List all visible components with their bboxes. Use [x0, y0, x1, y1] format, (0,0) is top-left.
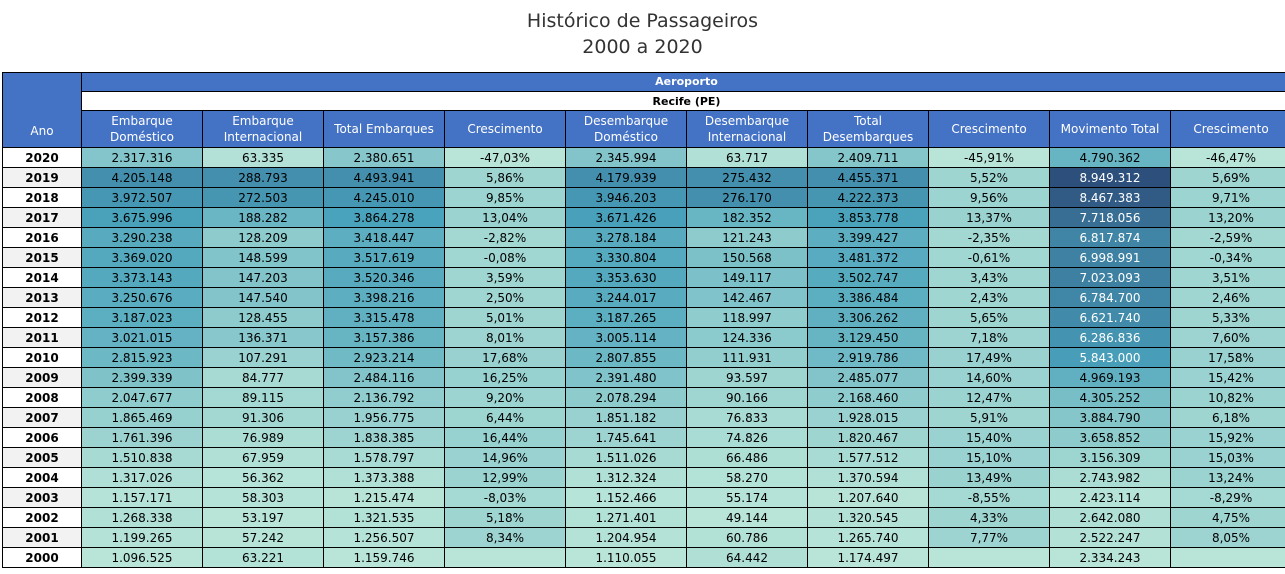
cell-crescimento-desembarques: 17,49% [929, 348, 1050, 368]
cell-crescimento-total: 13,24% [1171, 468, 1285, 488]
cell-desembarque-internacional: 149.117 [687, 268, 808, 288]
cell-crescimento-total: 3,51% [1171, 268, 1285, 288]
cell-movimento-total: 2.642.080 [1050, 508, 1171, 528]
report-title [0, 8, 1285, 60]
cell-desembarque-internacional: 74.826 [687, 428, 808, 448]
cell-embarque-domestico: 1.761.396 [82, 428, 203, 448]
row-year-cell: 2007 [3, 408, 82, 428]
cell-total-embarques: 3.398.216 [324, 288, 445, 308]
cell-embarque-internacional: 84.777 [203, 368, 324, 388]
cell-crescimento-embarques: 8,34% [445, 528, 566, 548]
row-year-cell: 2016 [3, 228, 82, 248]
row-year-cell: 2018 [3, 188, 82, 208]
row-year-cell: 2017 [3, 208, 82, 228]
cell-total-embarques: 3.517.619 [324, 248, 445, 268]
cell-desembarque-domestico: 3.353.630 [566, 268, 687, 288]
cell-desembarque-internacional: 90.166 [687, 388, 808, 408]
cell-desembarque-internacional: 55.174 [687, 488, 808, 508]
cell-embarque-domestico: 2.815.923 [82, 348, 203, 368]
cell-movimento-total: 6.286.836 [1050, 328, 1171, 348]
cell-total-embarques: 2.380.651 [324, 148, 445, 168]
cell-desembarque-internacional: 150.568 [687, 248, 808, 268]
cell-desembarque-domestico: 1.511.026 [566, 448, 687, 468]
cell-total-desembarques: 1.207.640 [808, 488, 929, 508]
cell-crescimento-embarques: 3,59% [445, 268, 566, 288]
cell-embarque-domestico: 1.268.338 [82, 508, 203, 528]
cell-desembarque-internacional: 66.486 [687, 448, 808, 468]
cell-desembarque-internacional: 76.833 [687, 408, 808, 428]
cell-crescimento-desembarques: 3,43% [929, 268, 1050, 288]
cell-desembarque-internacional: 124.336 [687, 328, 808, 348]
cell-crescimento-embarques: -2,82% [445, 228, 566, 248]
cell-crescimento-desembarques: 5,65% [929, 308, 1050, 328]
cell-embarque-internacional: 188.282 [203, 208, 324, 228]
cell-desembarque-internacional: 93.597 [687, 368, 808, 388]
cell-desembarque-domestico: 1.152.466 [566, 488, 687, 508]
cell-embarque-domestico: 1.199.265 [82, 528, 203, 548]
cell-total-embarques: 2.923.214 [324, 348, 445, 368]
cell-desembarque-domestico: 1.204.954 [566, 528, 687, 548]
cell-crescimento-total [1171, 548, 1285, 568]
cell-crescimento-embarques [445, 548, 566, 568]
cell-desembarque-internacional: 142.467 [687, 288, 808, 308]
cell-total-embarques: 1.956.775 [324, 408, 445, 428]
cell-movimento-total: 8.467.383 [1050, 188, 1171, 208]
cell-crescimento-desembarques: 7,77% [929, 528, 1050, 548]
passenger-history-table [2, 72, 1285, 568]
cell-crescimento-embarques: 5,86% [445, 168, 566, 188]
cell-total-desembarques: 4.455.371 [808, 168, 929, 188]
cell-total-embarques: 1.321.535 [324, 508, 445, 528]
cell-crescimento-total: -2,59% [1171, 228, 1285, 248]
cell-embarque-internacional: 147.203 [203, 268, 324, 288]
cell-embarque-domestico: 1.510.838 [82, 448, 203, 468]
cell-movimento-total: 6.784.700 [1050, 288, 1171, 308]
cell-desembarque-internacional: 118.997 [687, 308, 808, 328]
cell-crescimento-desembarques: -8,55% [929, 488, 1050, 508]
cell-crescimento-desembarques: 15,40% [929, 428, 1050, 448]
cell-embarque-internacional: 288.793 [203, 168, 324, 188]
cell-movimento-total: 6.998.991 [1050, 248, 1171, 268]
cell-total-desembarques: 2.409.711 [808, 148, 929, 168]
cell-embarque-internacional: 107.291 [203, 348, 324, 368]
cell-crescimento-total: 4,75% [1171, 508, 1285, 528]
cell-desembarque-domestico: 1.745.641 [566, 428, 687, 448]
cell-crescimento-embarques: 8,01% [445, 328, 566, 348]
cell-crescimento-desembarques: 14,60% [929, 368, 1050, 388]
cell-embarque-domestico: 1.157.171 [82, 488, 203, 508]
cell-desembarque-domestico: 2.078.294 [566, 388, 687, 408]
cell-total-embarques: 1.373.388 [324, 468, 445, 488]
header-group-aeroporto: Aeroporto [82, 73, 1285, 92]
column-header-total-embarques: Total Embarques [324, 111, 445, 148]
row-year-cell: 2014 [3, 268, 82, 288]
cell-desembarque-domestico: 2.807.855 [566, 348, 687, 368]
cell-crescimento-embarques: 5,18% [445, 508, 566, 528]
cell-total-desembarques: 3.129.450 [808, 328, 929, 348]
cell-movimento-total: 3.156.309 [1050, 448, 1171, 468]
cell-total-embarques: 2.484.116 [324, 368, 445, 388]
cell-total-desembarques: 2.919.786 [808, 348, 929, 368]
title-line-2: 2000 a 2020 [582, 36, 703, 58]
cell-embarque-internacional: 272.503 [203, 188, 324, 208]
cell-total-desembarques: 3.386.484 [808, 288, 929, 308]
column-header-desembarque-internacional: Desembarque Internacional [687, 111, 808, 148]
header-ano: Ano [3, 73, 82, 148]
row-year-cell: 2005 [3, 448, 82, 468]
cell-desembarque-domestico: 2.391.480 [566, 368, 687, 388]
cell-crescimento-total: -46,47% [1171, 148, 1285, 168]
cell-embarque-internacional: 128.455 [203, 308, 324, 328]
cell-embarque-domestico: 3.675.996 [82, 208, 203, 228]
title-line-1: Histórico de Passageiros [526, 10, 759, 32]
cell-embarque-internacional: 128.209 [203, 228, 324, 248]
cell-movimento-total: 6.621.740 [1050, 308, 1171, 328]
cell-desembarque-domestico: 4.179.939 [566, 168, 687, 188]
cell-desembarque-domestico: 3.330.804 [566, 248, 687, 268]
row-year-cell: 2008 [3, 388, 82, 408]
cell-total-embarques: 4.245.010 [324, 188, 445, 208]
cell-movimento-total: 7.023.093 [1050, 268, 1171, 288]
cell-crescimento-total: 15,42% [1171, 368, 1285, 388]
cell-total-desembarques: 1.265.740 [808, 528, 929, 548]
cell-crescimento-desembarques: -2,35% [929, 228, 1050, 248]
cell-crescimento-embarques: 6,44% [445, 408, 566, 428]
cell-total-embarques: 3.864.278 [324, 208, 445, 228]
row-year-cell: 2019 [3, 168, 82, 188]
cell-crescimento-total: 9,71% [1171, 188, 1285, 208]
cell-embarque-domestico: 2.047.677 [82, 388, 203, 408]
cell-embarque-internacional: 147.540 [203, 288, 324, 308]
cell-desembarque-internacional: 276.170 [687, 188, 808, 208]
cell-crescimento-embarques: 17,68% [445, 348, 566, 368]
cell-total-embarques: 1.838.385 [324, 428, 445, 448]
cell-desembarque-domestico: 1.312.324 [566, 468, 687, 488]
cell-crescimento-total: 8,05% [1171, 528, 1285, 548]
cell-crescimento-embarques: -8,03% [445, 488, 566, 508]
cell-crescimento-embarques: 5,01% [445, 308, 566, 328]
cell-total-embarques: 3.157.386 [324, 328, 445, 348]
cell-crescimento-total: -8,29% [1171, 488, 1285, 508]
cell-movimento-total: 6.817.874 [1050, 228, 1171, 248]
row-year-cell: 2012 [3, 308, 82, 328]
cell-total-embarques: 1.256.507 [324, 528, 445, 548]
cell-total-desembarques: 3.502.747 [808, 268, 929, 288]
cell-total-embarques: 1.215.474 [324, 488, 445, 508]
cell-embarque-domestico: 3.972.507 [82, 188, 203, 208]
cell-desembarque-internacional: 111.931 [687, 348, 808, 368]
cell-desembarque-domestico: 1.110.055 [566, 548, 687, 568]
cell-movimento-total: 2.334.243 [1050, 548, 1171, 568]
cell-embarque-domestico: 1.096.525 [82, 548, 203, 568]
cell-total-embarques: 3.315.478 [324, 308, 445, 328]
cell-embarque-domestico: 1.317.026 [82, 468, 203, 488]
cell-crescimento-desembarques: 15,10% [929, 448, 1050, 468]
cell-desembarque-domestico: 3.005.114 [566, 328, 687, 348]
cell-crescimento-total: 10,82% [1171, 388, 1285, 408]
cell-desembarque-domestico: 2.345.994 [566, 148, 687, 168]
cell-total-embarques: 2.136.792 [324, 388, 445, 408]
cell-embarque-internacional: 76.989 [203, 428, 324, 448]
cell-crescimento-total: 5,69% [1171, 168, 1285, 188]
cell-total-desembarques: 1.820.467 [808, 428, 929, 448]
cell-embarque-domestico: 3.290.238 [82, 228, 203, 248]
cell-desembarque-internacional: 58.270 [687, 468, 808, 488]
cell-embarque-internacional: 57.242 [203, 528, 324, 548]
cell-movimento-total: 5.843.000 [1050, 348, 1171, 368]
row-year-cell: 2006 [3, 428, 82, 448]
row-year-cell: 2013 [3, 288, 82, 308]
cell-total-desembarques: 1.370.594 [808, 468, 929, 488]
cell-crescimento-desembarques: 5,52% [929, 168, 1050, 188]
row-year-cell: 2020 [3, 148, 82, 168]
cell-crescimento-total: 5,33% [1171, 308, 1285, 328]
cell-movimento-total: 4.305.252 [1050, 388, 1171, 408]
cell-embarque-domestico: 3.369.020 [82, 248, 203, 268]
cell-embarque-internacional: 91.306 [203, 408, 324, 428]
row-year-cell: 2004 [3, 468, 82, 488]
row-year-cell: 2002 [3, 508, 82, 528]
cell-crescimento-total: 2,46% [1171, 288, 1285, 308]
cell-crescimento-total: 15,92% [1171, 428, 1285, 448]
cell-total-desembarques: 3.399.427 [808, 228, 929, 248]
cell-crescimento-embarques: 16,25% [445, 368, 566, 388]
cell-desembarque-domestico: 1.271.401 [566, 508, 687, 528]
cell-crescimento-desembarques: -45,91% [929, 148, 1050, 168]
row-year-cell: 2011 [3, 328, 82, 348]
cell-crescimento-total: 6,18% [1171, 408, 1285, 428]
cell-embarque-internacional: 53.197 [203, 508, 324, 528]
cell-embarque-internacional: 63.221 [203, 548, 324, 568]
column-header-desembarque-domestico: Desembarque Doméstico [566, 111, 687, 148]
cell-embarque-domestico: 3.187.023 [82, 308, 203, 328]
cell-desembarque-internacional: 121.243 [687, 228, 808, 248]
cell-total-embarques: 3.520.346 [324, 268, 445, 288]
cell-movimento-total: 2.522.247 [1050, 528, 1171, 548]
row-year-cell: 2015 [3, 248, 82, 268]
cell-crescimento-embarques: -0,08% [445, 248, 566, 268]
cell-crescimento-embarques: 14,96% [445, 448, 566, 468]
cell-embarque-domestico: 4.205.148 [82, 168, 203, 188]
cell-crescimento-desembarques: 4,33% [929, 508, 1050, 528]
row-year-cell: 2001 [3, 528, 82, 548]
cell-desembarque-internacional: 63.717 [687, 148, 808, 168]
cell-desembarque-internacional: 64.442 [687, 548, 808, 568]
cell-total-desembarques: 4.222.373 [808, 188, 929, 208]
cell-embarque-internacional: 63.335 [203, 148, 324, 168]
cell-desembarque-domestico: 3.244.017 [566, 288, 687, 308]
cell-embarque-domestico: 3.250.676 [82, 288, 203, 308]
cell-desembarque-domestico: 3.946.203 [566, 188, 687, 208]
cell-crescimento-desembarques: 2,43% [929, 288, 1050, 308]
cell-movimento-total: 8.949.312 [1050, 168, 1171, 188]
cell-total-desembarques: 3.853.778 [808, 208, 929, 228]
cell-crescimento-embarques: 9,20% [445, 388, 566, 408]
cell-desembarque-domestico: 3.187.265 [566, 308, 687, 328]
column-header-total-desembarques: Total Desembarques [808, 111, 929, 148]
cell-embarque-domestico: 3.021.015 [82, 328, 203, 348]
header-airport-name: Recife (PE) [82, 92, 1285, 111]
cell-desembarque-internacional: 49.144 [687, 508, 808, 528]
cell-total-desembarques: 1.928.015 [808, 408, 929, 428]
cell-embarque-domestico: 3.373.143 [82, 268, 203, 288]
column-header-movimento-total: Movimento Total [1050, 111, 1171, 148]
cell-movimento-total: 7.718.056 [1050, 208, 1171, 228]
cell-crescimento-total: 17,58% [1171, 348, 1285, 368]
cell-embarque-internacional: 136.371 [203, 328, 324, 348]
cell-total-desembarques: 1.320.545 [808, 508, 929, 528]
cell-desembarque-internacional: 182.352 [687, 208, 808, 228]
cell-desembarque-domestico: 3.671.426 [566, 208, 687, 228]
cell-total-desembarques: 3.481.372 [808, 248, 929, 268]
cell-desembarque-domestico: 1.851.182 [566, 408, 687, 428]
cell-total-desembarques: 2.485.077 [808, 368, 929, 388]
cell-crescimento-total: 15,03% [1171, 448, 1285, 468]
cell-crescimento-desembarques: 13,37% [929, 208, 1050, 228]
cell-total-desembarques: 1.577.512 [808, 448, 929, 468]
cell-movimento-total: 4.969.193 [1050, 368, 1171, 388]
cell-embarque-internacional: 89.115 [203, 388, 324, 408]
cell-movimento-total: 3.884.790 [1050, 408, 1171, 428]
column-header-crescimento-total: Crescimento [1171, 111, 1285, 148]
column-header-embarque-domestico: Embarque Doméstico [82, 111, 203, 148]
cell-crescimento-desembarques: 13,49% [929, 468, 1050, 488]
cell-crescimento-desembarques: -0,61% [929, 248, 1050, 268]
cell-desembarque-internacional: 275.432 [687, 168, 808, 188]
cell-total-desembarques: 3.306.262 [808, 308, 929, 328]
column-header-crescimento-desembarques: Crescimento [929, 111, 1050, 148]
cell-embarque-domestico: 1.865.469 [82, 408, 203, 428]
row-year-cell: 2003 [3, 488, 82, 508]
cell-embarque-internacional: 58.303 [203, 488, 324, 508]
cell-crescimento-desembarques: 12,47% [929, 388, 1050, 408]
cell-crescimento-embarques: 16,44% [445, 428, 566, 448]
cell-desembarque-domestico: 3.278.184 [566, 228, 687, 248]
cell-crescimento-total: 7,60% [1171, 328, 1285, 348]
cell-crescimento-embarques: -47,03% [445, 148, 566, 168]
cell-total-embarques: 3.418.447 [324, 228, 445, 248]
cell-total-desembarques: 1.174.497 [808, 548, 929, 568]
cell-desembarque-internacional: 60.786 [687, 528, 808, 548]
cell-movimento-total: 2.423.114 [1050, 488, 1171, 508]
cell-total-embarques: 4.493.941 [324, 168, 445, 188]
cell-movimento-total: 2.743.982 [1050, 468, 1171, 488]
cell-embarque-internacional: 67.959 [203, 448, 324, 468]
cell-total-desembarques: 2.168.460 [808, 388, 929, 408]
row-year-cell: 2000 [3, 548, 82, 568]
cell-embarque-domestico: 2.399.339 [82, 368, 203, 388]
cell-movimento-total: 4.790.362 [1050, 148, 1171, 168]
cell-crescimento-embarques: 12,99% [445, 468, 566, 488]
row-year-cell: 2009 [3, 368, 82, 388]
cell-movimento-total: 3.658.852 [1050, 428, 1171, 448]
row-year-cell: 2010 [3, 348, 82, 368]
cell-crescimento-total: 13,20% [1171, 208, 1285, 228]
column-header-crescimento-embarques: Crescimento [445, 111, 566, 148]
cell-embarque-internacional: 56.362 [203, 468, 324, 488]
cell-crescimento-desembarques: 9,56% [929, 188, 1050, 208]
column-header-embarque-internacional: Embarque Internacional [203, 111, 324, 148]
cell-total-embarques: 1.578.797 [324, 448, 445, 468]
cell-crescimento-desembarques [929, 548, 1050, 568]
cell-crescimento-embarques: 2,50% [445, 288, 566, 308]
cell-embarque-domestico: 2.317.316 [82, 148, 203, 168]
cell-crescimento-embarques: 9,85% [445, 188, 566, 208]
cell-embarque-internacional: 148.599 [203, 248, 324, 268]
cell-total-embarques: 1.159.746 [324, 548, 445, 568]
cell-crescimento-embarques: 13,04% [445, 208, 566, 228]
cell-crescimento-desembarques: 7,18% [929, 328, 1050, 348]
cell-crescimento-total: -0,34% [1171, 248, 1285, 268]
cell-crescimento-desembarques: 5,91% [929, 408, 1050, 428]
